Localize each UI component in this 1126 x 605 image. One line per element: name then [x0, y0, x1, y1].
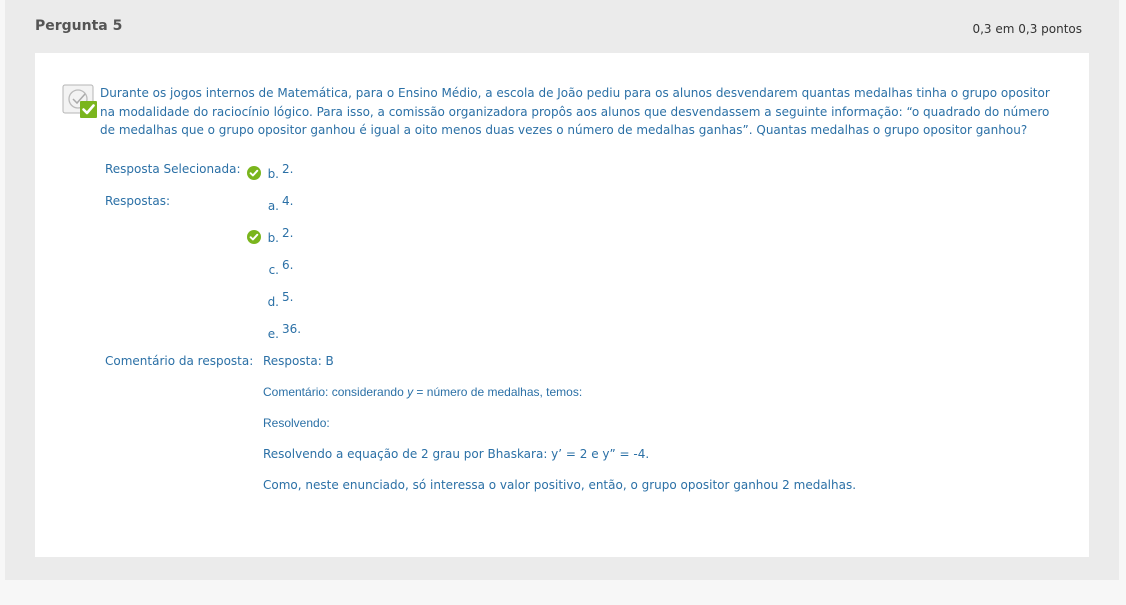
selected-answer-label: Resposta Selecionada: [105, 162, 241, 176]
comment-line-2: Resolvendo: [263, 416, 330, 430]
answer-option-value: 6. [282, 258, 294, 272]
selected-answer [247, 164, 447, 184]
answer-option-letter: b. [267, 231, 279, 245]
question-container [5, 0, 1119, 580]
correct-question-icon [62, 84, 98, 120]
question-text: Durante os jogos internos de Matemática, para o Ensino Médio, a escola de João pediu para os alunos desvendarem quantas medalhas tinha o grupo opositor na modalidade do raciocínio lógico. Para isso, a comissão organizadora propôs aos alunos que desvendassem a seguinte informação: “o quadrado do número de medalhas que o grupo opositor ganhou é igual a oito menos duas vezes o número de medalhas ganhas”. Quantas medalhas o grupo opositor ganhou? [100, 86, 1050, 137]
selected-answer-letter: b. [267, 167, 279, 181]
question-points: 0,3 em 0,3 pontos [972, 22, 1082, 36]
answer-option-d [247, 292, 447, 312]
comment-line-4: Como, neste enunciado, só interessa o valor positivo, então, o grupo opositor ganhou 2 medalhas. [263, 478, 857, 492]
check-circle-icon [247, 166, 261, 180]
comment-variable: y [407, 385, 414, 399]
comment-line-1-b: = número de medalhas, temos: [413, 385, 583, 399]
answer-option-e [247, 324, 447, 344]
comment-line-1-a: Comentário: considerando [263, 385, 408, 399]
answer-option-value: 4. [282, 194, 294, 208]
answer-option-a [247, 196, 447, 216]
answers-label: Respostas: [105, 194, 170, 208]
answer-option-c [247, 260, 447, 280]
answer-option-value: 2. [282, 226, 294, 240]
comment-line-1 [263, 385, 582, 399]
question-title: Pergunta 5 [35, 18, 123, 34]
answer-option-letter: a. [267, 199, 279, 213]
comment-label: Comentário da resposta: [105, 354, 254, 368]
check-circle-icon [247, 230, 261, 244]
answer-option-value: 5. [282, 290, 294, 304]
answer-option-value: 36. [282, 322, 302, 336]
answer-option-letter: e. [267, 327, 279, 341]
comment-answer: Resposta: B [263, 354, 334, 368]
comment-line-3: Resolvendo a equação de 2 grau por Bhaskara: y’ = 2 e y” = -4. [263, 447, 650, 461]
answer-option-letter: d. [267, 295, 279, 309]
selected-answer-value: 2. [282, 162, 294, 176]
answer-option-b [247, 228, 447, 248]
question-panel [35, 53, 1089, 557]
answer-option-letter: c. [268, 263, 279, 277]
